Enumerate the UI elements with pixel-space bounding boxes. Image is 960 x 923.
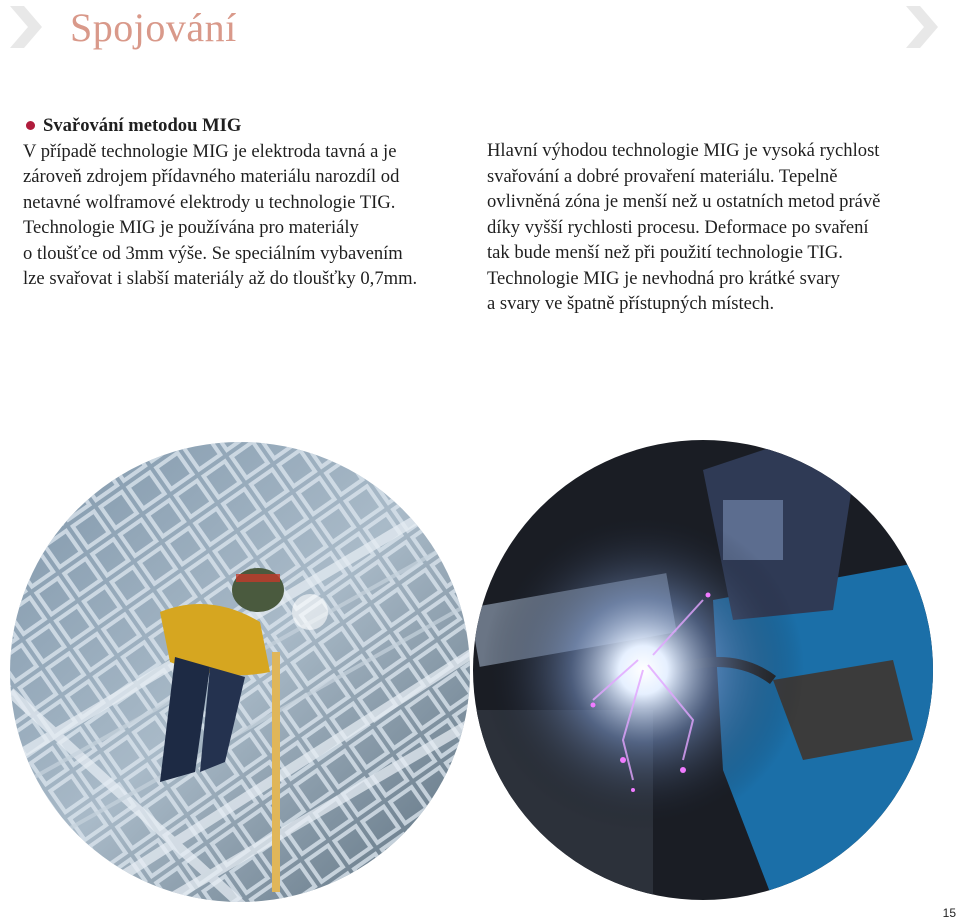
text-line: V případě technologie MIG je elektroda tavná a je bbox=[23, 140, 397, 162]
section-heading bbox=[23, 113, 463, 139]
text-line: o tloušťce od 3mm výše. Se speciálním vybavením bbox=[23, 242, 403, 264]
welder-on-truss-photo bbox=[10, 442, 470, 902]
page-title: Spojování bbox=[70, 5, 237, 50]
text-line: lze svařovat i slabší materiály až do tloušťky 0,7mm. bbox=[23, 268, 418, 289]
text-line: zároveň zdrojem přídavného materiálu narozdíl od bbox=[23, 166, 400, 187]
bullet-icon bbox=[26, 121, 35, 130]
text-line: díky vyšší rychlosti procesu. Deformace po svaření bbox=[487, 216, 869, 238]
text-line: a svary ve špatně přístupných místech. bbox=[487, 293, 775, 314]
right-text-column bbox=[487, 138, 937, 317]
text-line: Hlavní výhodou technologie MIG je vysoká rychlost bbox=[487, 140, 880, 161]
text-line: Technologie MIG je nevhodná pro krátké svary bbox=[487, 267, 840, 289]
section-heading-text: Svařování metodou MIG bbox=[43, 115, 242, 136]
left-text-column bbox=[23, 113, 463, 292]
chevron-left-icon bbox=[8, 6, 42, 48]
text-line: netavné wolframové elektrody u technologie TIG. bbox=[23, 191, 396, 213]
page-number: 15 bbox=[942, 906, 956, 920]
welder-closeup-photo bbox=[473, 440, 933, 900]
text-line: ovlivněná zóna je menší než u ostatních metod právě bbox=[487, 191, 881, 212]
text-line: svařování a dobré provaření materiálu. Tepelně bbox=[487, 165, 838, 187]
chevron-right-icon bbox=[904, 6, 938, 48]
text-line: Technologie MIG je používána pro materiály bbox=[23, 217, 359, 238]
text-line: tak bude menší než při použití technologie TIG. bbox=[487, 242, 843, 263]
